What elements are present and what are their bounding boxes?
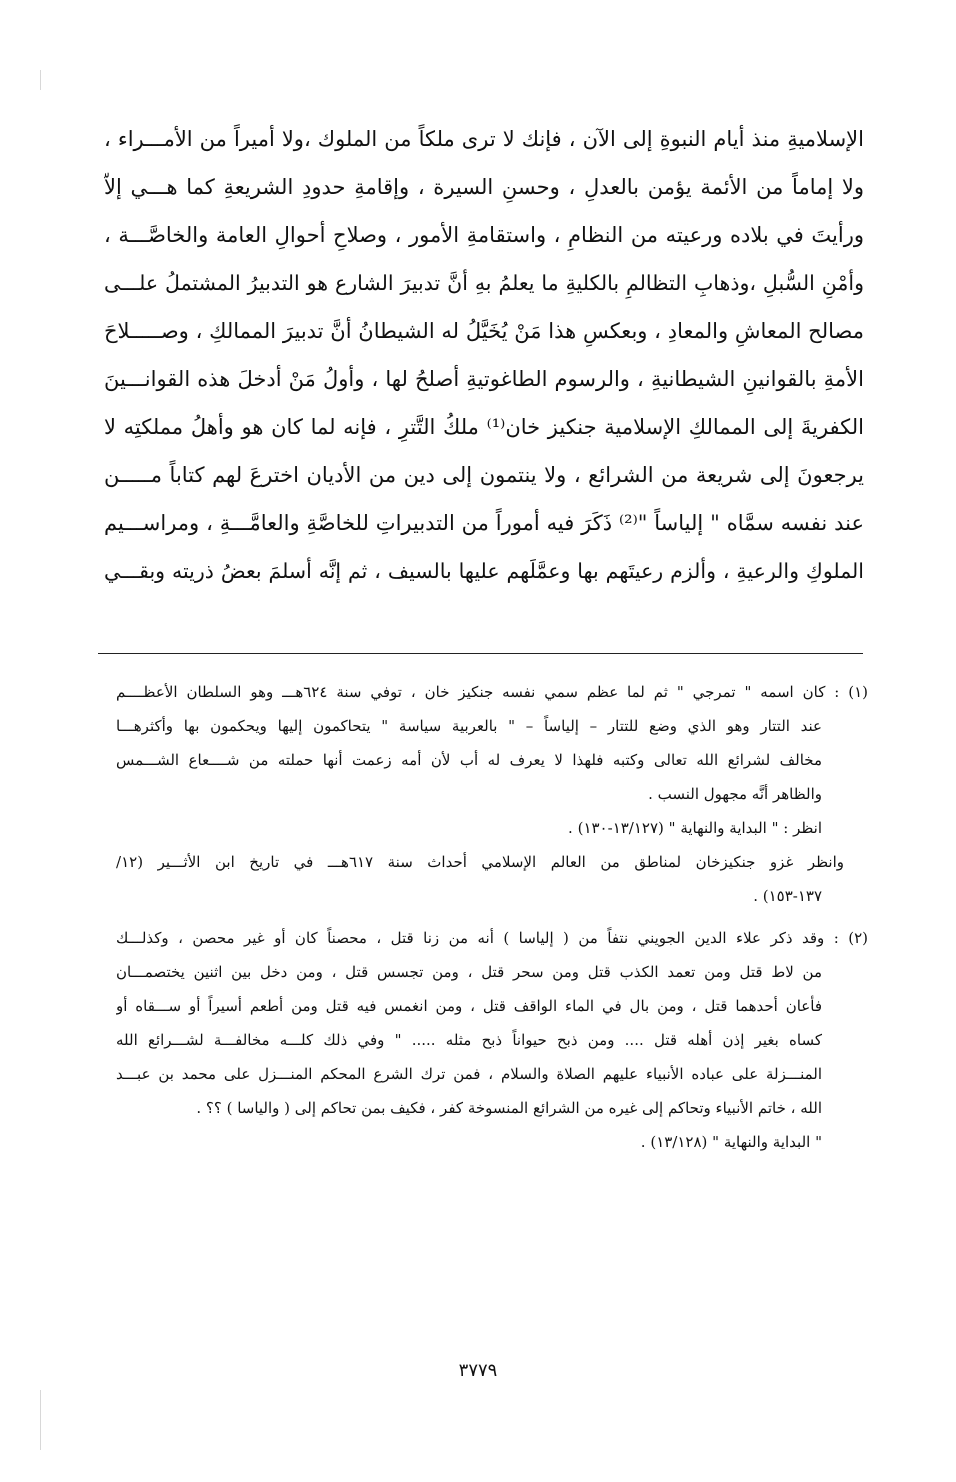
scan-edge-mark: [40, 1390, 41, 1450]
footnotes-section: [116, 675, 868, 1159]
footnote-line: من لاط قتل ومن تعمد الكذب قتل ومن سحر قتل ، ومن تجسس قتل ، ومن دخل بين اثنين يختصمـــان: [116, 963, 822, 981]
body-line: الأمةِ بالقوانينِ الشيطانيةِ ، والرسوم الطاغوتيةِ أصلحُ لها ، وأولُ مَنْ أدخلَ هذه القوانـــينَ: [104, 367, 864, 391]
body-line: ورأيتَ في بلاده ورعيته من النظامِ ، واستقامةِ الأمور ، وصلاحِ أحوالِ العامة والخاصَّـــة ،: [104, 223, 864, 247]
footnote-reference: انظر : " البداية والنهاية " (١٣/١٢٧-١٣٠) .: [568, 819, 822, 837]
footnote-gap: [116, 913, 868, 921]
page-number: ٣٧٧٩: [458, 1360, 498, 1381]
footnote-line: عند التتار وهو الذي وضع للتتار – إلياساً – " بالعربية سياسة " يتحاكمون إليها ويحكمون بها وأكثرهـــا: [116, 717, 822, 735]
footnote-line: كساه بغير إذن أهله قتل .... ومن ذبح حيواناً ذبح مثله ..... " وفي ذلك كلـــه مخالفـــة لشـــرائع الله: [116, 1031, 822, 1049]
body-line: الكفريةَ إلى الممالكِ الإسلامية جنكيز خان⁽¹⁾ ملكُ التَّترِ ، فإنه لما كان هو وأهلُ مملكتِه لا: [104, 415, 864, 439]
body-line: مصالح المعاشِ والمعادِ ، وبعكسِ هذا مَنْ يُخَيَّلُ له الشيطانُ أنَّ تدبيرَ الممالكِ ، وصـــــلاحَ: [104, 319, 864, 343]
footnote-line: مخالف لشرائع الله تعالى وكتبه فلهذا لا يعرف له أب لأن أمه زعمت أنها حملته من شــــعاع الشـــمس: [116, 751, 822, 769]
body-line: الملوكِ والرعيةِ ، وألزم رعيتَهم بها وعمَّلَهم عليها بالسيف ، ثم إنَّه أسلمَ بعضُ ذريته وبقـــي: [104, 559, 864, 583]
footnote-1: [116, 675, 868, 913]
footnote-line: (١) : كان اسمه " تمرجي " ثم لما عظم سمي نفسه جنكيز خان ، توفي سنة ٦٢٤هـــ وهو السلطان الأعظــــم: [116, 683, 868, 701]
footnote-line: المنـــزلة على عباده الأنبياء عليهم الصلاة والسلام ، فمن ترك الشرع المحكم المنـــزل على محمد بن عبـــد: [116, 1065, 822, 1083]
footnote-reference: " البداية والنهاية " (١٣/١٢٨) .: [640, 1133, 822, 1151]
footnote-line: الله ، خاتم الأنبياء وتحاكم إلى غيره من الشرائع المنسوخة كفر ، فكيف بمن تحاكم إلى ( والياسا ) ؟؟ .: [196, 1099, 822, 1117]
body-line: وأمْنِ السُّبلِ ،وذهابِ التظالمِ بالكليةِ ما يعلمُ بهِ أنَّ تدبيرَ الشارع هو التدبيرُ المشتملُ علـــى: [104, 271, 864, 295]
footnote-line: وانظر غزو جنكيزخان لمناطق من العالم الإسلامي أحداث سنة ٦١٧هـــ في تاريخ ابن الأثـــير (١٢/: [116, 853, 844, 871]
footnote-separator: [98, 653, 863, 654]
footnote-line: ١٣٧-١٥٣) .: [753, 887, 822, 905]
footnote-line: فأعان أحدهما قتل ، ومن بال في الماء الواقف قتل ، ومن انغمس فيه قتل ومن أطعم أسيراً أو ســـقاه أو: [116, 997, 822, 1015]
footnote-line: والظاهر أنَّه مجهول النسب .: [648, 785, 822, 803]
footnote-line: (٢) : وقد ذكر علاء الدين الجويني نتفاً من ( إلياسا ) أنه من زنا قتل ، محصناً كان أو غير محصن ، وكذلـــك: [116, 929, 868, 947]
main-body-text: [104, 115, 864, 595]
body-line: عند نفسه سمَّاه " إلياساً "⁽²⁾ ذَكَرَ فيه أموراً من التدبيراتِ للخاصَّةِ والعامَّـــةِ ، ومراســـيم: [104, 511, 864, 535]
body-line: يرجعونَ إلى شريعة من الشرائع ، ولا ينتمون إلى دين من الأديان اخترعَ لهم كتاباً مـــــن: [104, 463, 864, 487]
body-line: ولا إماماً من الأئمة يؤمن بالعدلِ ، وحسنِ السيرة ، وإقامةِ حدودِ الشريعةِ كما هـــي إلاّ: [104, 175, 864, 199]
footnote-2: [116, 921, 868, 1159]
body-line: الإسلاميةِ منذ أيام النبوةِ إلى الآن ، فإنك لا ترى ملكاً من الملوك ،ولا أميراً من الأمـــراء ،: [104, 127, 864, 151]
scan-edge-mark: [40, 70, 41, 90]
